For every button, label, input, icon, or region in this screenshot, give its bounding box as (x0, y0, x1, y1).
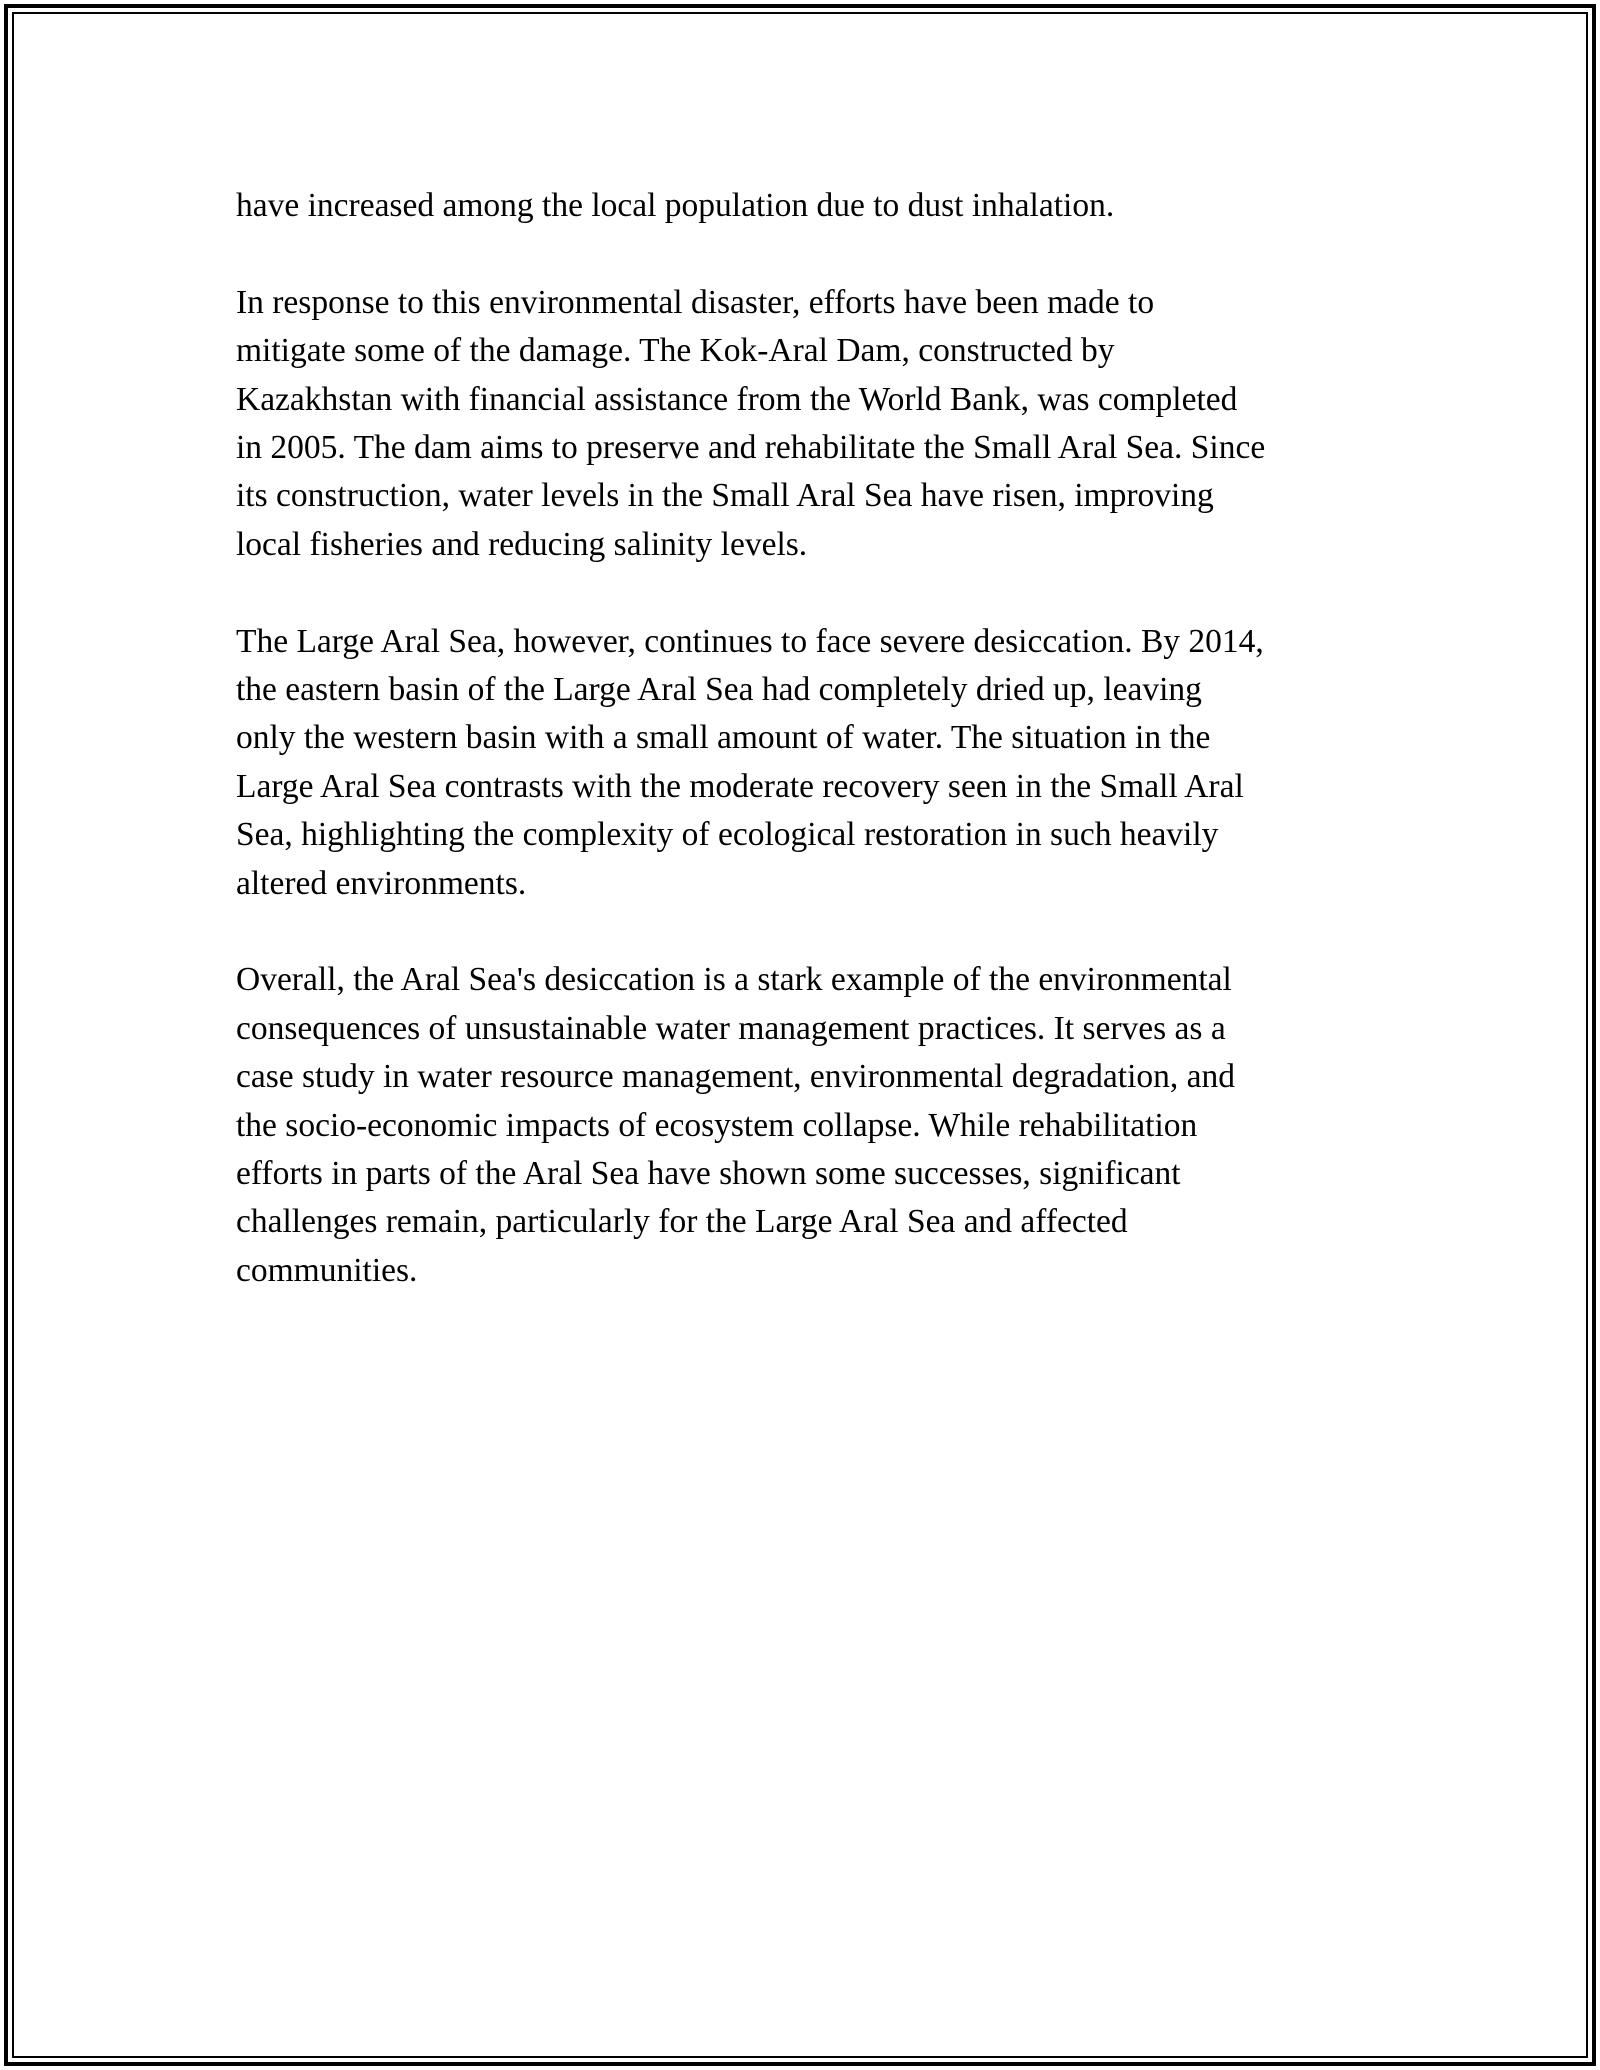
text-line: communities. (236, 1251, 418, 1289)
text-line: the eastern basin of the Large Aral Sea had completely dried up, leaving (236, 671, 1202, 709)
paragraph-3 (236, 618, 1386, 908)
text-line: altered environments. (236, 864, 527, 902)
document-body (236, 182, 1386, 1344)
text-line: only the western basin with a small amount of water. The situation in the (236, 719, 1211, 757)
paragraph-4 (236, 956, 1386, 1295)
text-line: Kazakhstan with financial assistance from the World Bank, was completed (236, 380, 1238, 418)
text-line: challenges remain, particularly for the Large Aral Sea and affected (236, 1203, 1128, 1241)
text-line: mitigate some of the damage. The Kok-Aral Dam, constructed by (236, 332, 1115, 370)
text-line: The Large Aral Sea, however, continues to face severe desiccation. By 2014, (236, 622, 1264, 660)
paragraph-2 (236, 279, 1386, 569)
text-line: In response to this environmental disaster, efforts have been made to (236, 283, 1155, 321)
text-line: efforts in parts of the Aral Sea have shown some successes, significant (236, 1155, 1181, 1193)
paragraph-1 (236, 182, 1386, 230)
text-line: its construction, water levels in the Small Aral Sea have risen, improving (236, 477, 1214, 515)
text-line: have increased among the local population due to dust inhalation. (236, 187, 1115, 224)
text-line: Overall, the Aral Sea's desiccation is a stark example of the environmental (236, 961, 1232, 999)
text-line: case study in water resource management, environmental degradation, and (236, 1058, 1236, 1096)
text-line: Large Aral Sea contrasts with the moderate recovery seen in the Small Aral (236, 767, 1244, 805)
text-line: Sea, highlighting the complexity of ecological restoration in such heavily (236, 816, 1219, 854)
text-line: local fisheries and reducing salinity levels. (236, 525, 808, 563)
text-line: the socio-economic impacts of ecosystem collapse. While rehabilitation (236, 1106, 1198, 1144)
text-line: consequences of unsustainable water management practices. It serves as a (236, 1009, 1226, 1047)
text-line: in 2005. The dam aims to preserve and rehabilitate the Small Aral Sea. Since (236, 429, 1266, 467)
